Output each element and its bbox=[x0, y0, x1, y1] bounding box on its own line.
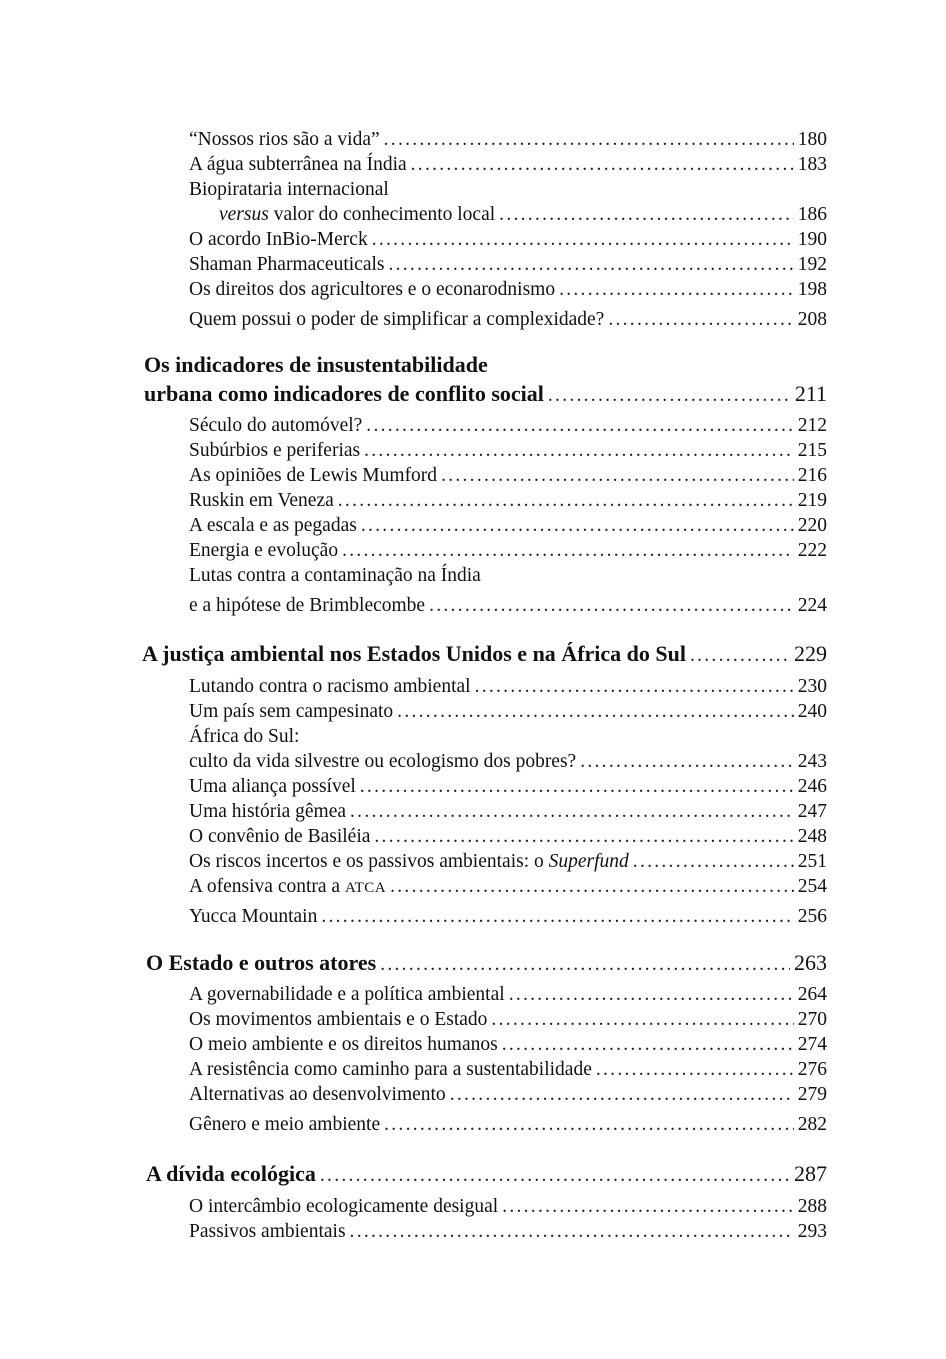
toc-entry-title: O convênio de Basiléia bbox=[189, 826, 371, 847]
toc-entry-title: África do Sul: bbox=[189, 726, 300, 747]
toc-entry-page: 186 bbox=[797, 204, 827, 225]
toc-entry-title: Energia e evolução bbox=[189, 540, 339, 561]
dot-leader bbox=[580, 750, 794, 774]
toc-entry-page: 230 bbox=[797, 676, 827, 697]
chapter-page: 287 bbox=[794, 1161, 827, 1186]
toc-entry[interactable] bbox=[189, 825, 827, 849]
toc-entry-page: 216 bbox=[797, 465, 827, 486]
toc-entry-title-main: A ofensiva contra a bbox=[189, 876, 345, 897]
toc-entry[interactable] bbox=[189, 253, 827, 277]
toc-entry-page: 212 bbox=[797, 415, 827, 436]
dot-leader bbox=[633, 850, 794, 874]
toc-entry[interactable] bbox=[189, 153, 827, 177]
toc-entry[interactable] bbox=[189, 750, 827, 774]
dot-leader bbox=[397, 700, 794, 724]
toc-entry-page: 270 bbox=[797, 1009, 827, 1030]
toc-entry[interactable] bbox=[189, 278, 827, 302]
toc-entry-page: 276 bbox=[797, 1059, 827, 1080]
dot-leader bbox=[499, 203, 794, 227]
toc-entry[interactable] bbox=[189, 1113, 827, 1137]
toc-entry-title: Subúrbios e periferias bbox=[189, 440, 361, 461]
dot-leader bbox=[390, 875, 794, 899]
toc-entry-page: 264 bbox=[797, 984, 827, 1005]
dot-leader bbox=[342, 539, 794, 563]
toc-entry-page: 282 bbox=[797, 1114, 827, 1135]
dot-leader bbox=[372, 228, 794, 252]
chapter-title-line1: Os indicadores de insustentabilidade bbox=[144, 352, 488, 377]
toc-entry-title bbox=[189, 850, 629, 874]
toc-entry-title: Lutando contra o racismo ambiental bbox=[189, 676, 471, 697]
dot-leader bbox=[502, 1195, 794, 1219]
toc-entry-page: 251 bbox=[797, 851, 827, 872]
chapter-page: 211 bbox=[794, 381, 827, 406]
toc-entry-title: Quem possui o poder de simplificar a complexidade? bbox=[189, 309, 605, 330]
toc-entry-title: A água subterrânea na Índia bbox=[189, 154, 407, 175]
toc-entry[interactable] bbox=[189, 1008, 827, 1032]
toc-entry-title: Gênero e meio ambiente bbox=[189, 1114, 381, 1135]
toc-entry-title-italic: Superfund bbox=[548, 851, 629, 872]
chapter-entry[interactable] bbox=[146, 1160, 827, 1190]
chapter-entry[interactable] bbox=[142, 640, 827, 670]
dot-leader bbox=[559, 278, 794, 302]
toc-entry-page: 219 bbox=[797, 490, 827, 511]
toc-entry-page: 222 bbox=[797, 540, 827, 561]
toc-entry-page: 248 bbox=[797, 826, 827, 847]
toc-entry-title: Biopirataria internacional bbox=[189, 179, 389, 200]
dot-leader bbox=[502, 1033, 794, 1057]
toc-entry[interactable] bbox=[189, 800, 827, 824]
toc-entry[interactable] bbox=[189, 700, 827, 724]
dot-leader bbox=[690, 642, 790, 670]
toc-entry-title: Os movimentos ambientais e o Estado bbox=[189, 1009, 488, 1030]
dot-leader bbox=[509, 983, 794, 1007]
toc-entry-title-rest: valor do conhecimento local bbox=[268, 204, 496, 225]
chapter-page: 263 bbox=[794, 950, 827, 975]
chapter-entry[interactable] bbox=[146, 949, 827, 979]
dot-leader bbox=[350, 1220, 794, 1244]
toc-entry[interactable] bbox=[189, 308, 827, 332]
toc-entry-page: 247 bbox=[797, 801, 827, 822]
toc-entry[interactable] bbox=[189, 1083, 827, 1107]
dot-leader bbox=[411, 153, 794, 177]
toc-entry[interactable] bbox=[189, 414, 827, 438]
toc-entry[interactable] bbox=[189, 464, 827, 488]
toc-entry-title: “Nossos rios são a vida” bbox=[189, 129, 380, 150]
toc-entry-page: 224 bbox=[797, 595, 827, 616]
toc-entry-title: A escala e as pegadas bbox=[189, 515, 357, 536]
toc-entry-title: Passivos ambientais bbox=[189, 1221, 346, 1242]
toc-entry[interactable] bbox=[189, 850, 827, 874]
toc-entry-page: 279 bbox=[797, 1084, 827, 1105]
toc-entry[interactable] bbox=[189, 775, 827, 799]
dot-leader bbox=[491, 1008, 793, 1032]
toc-entry[interactable] bbox=[189, 905, 827, 929]
toc-entry-title-main: Os riscos incertos e os passivos ambientais: o bbox=[189, 851, 549, 872]
toc-entry[interactable] bbox=[189, 1220, 827, 1244]
chapter-title: urbana como indicadores de conflito social bbox=[144, 381, 544, 406]
toc-entry-title: O acordo InBio-Merck bbox=[189, 229, 368, 250]
toc-entry-page: 293 bbox=[797, 1221, 827, 1242]
toc-entry-page: 215 bbox=[797, 440, 827, 461]
toc-entry[interactable] bbox=[189, 875, 827, 900]
toc-entry-title: O meio ambiente e os direitos humanos bbox=[189, 1034, 498, 1055]
toc-entry[interactable] bbox=[189, 983, 827, 1007]
dot-leader bbox=[450, 1083, 794, 1107]
dot-leader bbox=[380, 951, 790, 979]
toc-entry-title: Século do automóvel? bbox=[189, 415, 363, 436]
toc-entry[interactable] bbox=[189, 675, 827, 699]
toc-entry-page: 190 bbox=[797, 229, 827, 250]
toc-entry-title bbox=[189, 875, 386, 900]
dot-leader bbox=[361, 514, 794, 538]
toc-entry[interactable] bbox=[189, 1195, 827, 1219]
dot-leader bbox=[321, 905, 793, 929]
dot-leader bbox=[384, 1113, 794, 1137]
dot-leader bbox=[364, 439, 794, 463]
toc-entry-page: 180 bbox=[797, 129, 827, 150]
chapter-title: O Estado e outros atores bbox=[146, 950, 377, 975]
dot-leader bbox=[441, 464, 794, 488]
toc-entry[interactable] bbox=[189, 439, 827, 463]
toc-entry-page: 183 bbox=[797, 154, 827, 175]
dot-leader bbox=[320, 1162, 790, 1190]
toc-entry-title: As opiniões de Lewis Mumford bbox=[189, 465, 438, 486]
toc-entry-title-acronym: ATCA bbox=[344, 880, 387, 896]
dot-leader bbox=[384, 128, 794, 152]
dot-leader bbox=[548, 382, 791, 410]
toc-entry[interactable] bbox=[189, 594, 827, 618]
toc-entry-title: e a hipótese de Brimblecombe bbox=[189, 595, 426, 616]
toc-entry-title: Os direitos dos agricultores e o econarodnismo bbox=[189, 279, 556, 300]
chapter-title: A dívida ecológica bbox=[146, 1161, 316, 1186]
toc-entry-title: Uma história gêmea bbox=[189, 801, 347, 822]
toc-entry-title: Ruskin em Veneza bbox=[189, 490, 334, 511]
chapter-title: A justiça ambiental nos Estados Unidos e na África do Sul bbox=[142, 641, 686, 666]
toc-entry[interactable] bbox=[189, 1033, 827, 1057]
dot-leader bbox=[388, 253, 793, 277]
toc-entry-title: Lutas contra a contaminação na Índia bbox=[189, 565, 481, 586]
toc-entry-page: 246 bbox=[797, 776, 827, 797]
toc-entry-title: A governabilidade e a política ambiental bbox=[189, 984, 505, 1005]
toc-entry[interactable] bbox=[189, 128, 827, 152]
toc-entry-page: 256 bbox=[797, 906, 827, 927]
toc-entry-page: 288 bbox=[797, 1196, 827, 1217]
dot-leader bbox=[374, 825, 793, 849]
toc-entry[interactable] bbox=[189, 514, 827, 538]
dot-leader bbox=[608, 308, 793, 332]
dot-leader bbox=[350, 800, 794, 824]
dot-leader bbox=[429, 594, 794, 618]
toc-entry-page: 254 bbox=[797, 876, 827, 897]
dot-leader bbox=[338, 489, 794, 513]
toc-entry-title bbox=[219, 203, 495, 227]
dot-leader bbox=[366, 414, 793, 438]
toc-entry-page: 274 bbox=[797, 1034, 827, 1055]
toc-entry-title: Yucca Mountain bbox=[189, 906, 318, 927]
toc-entry[interactable] bbox=[189, 228, 827, 252]
toc-entry[interactable] bbox=[189, 1058, 827, 1082]
dot-leader bbox=[596, 1058, 794, 1082]
toc-entry-title: culto da vida silvestre ou ecologismo dos pobres? bbox=[189, 751, 577, 772]
toc-entry-title-italic: versus bbox=[219, 204, 269, 225]
chapter-entry[interactable] bbox=[144, 380, 827, 410]
toc-entry-title: O intercâmbio ecologicamente desigual bbox=[189, 1196, 499, 1217]
toc-entry-title: Alternativas ao desenvolvimento bbox=[189, 1084, 446, 1105]
toc-entry-page: 192 bbox=[797, 254, 827, 275]
toc-entry[interactable] bbox=[219, 203, 827, 227]
toc-entry-page: 240 bbox=[797, 701, 827, 722]
toc-entry-page: 198 bbox=[797, 279, 827, 300]
toc-entry-title: Uma aliança possível bbox=[189, 776, 356, 797]
toc-entry-page: 243 bbox=[797, 751, 827, 772]
dot-leader bbox=[475, 675, 794, 699]
toc-entry-page: 208 bbox=[797, 309, 827, 330]
toc-entry[interactable] bbox=[189, 489, 827, 513]
toc-entry-title: Shaman Pharmaceuticals bbox=[189, 254, 385, 275]
dot-leader bbox=[360, 775, 794, 799]
toc-entry[interactable] bbox=[189, 539, 827, 563]
toc-entry-title: A resistência como caminho para a sustentabilidade bbox=[189, 1059, 592, 1080]
chapter-page: 229 bbox=[794, 641, 827, 666]
toc-entry-page: 220 bbox=[797, 515, 827, 536]
toc-entry-title: Um país sem campesinato bbox=[189, 701, 394, 722]
